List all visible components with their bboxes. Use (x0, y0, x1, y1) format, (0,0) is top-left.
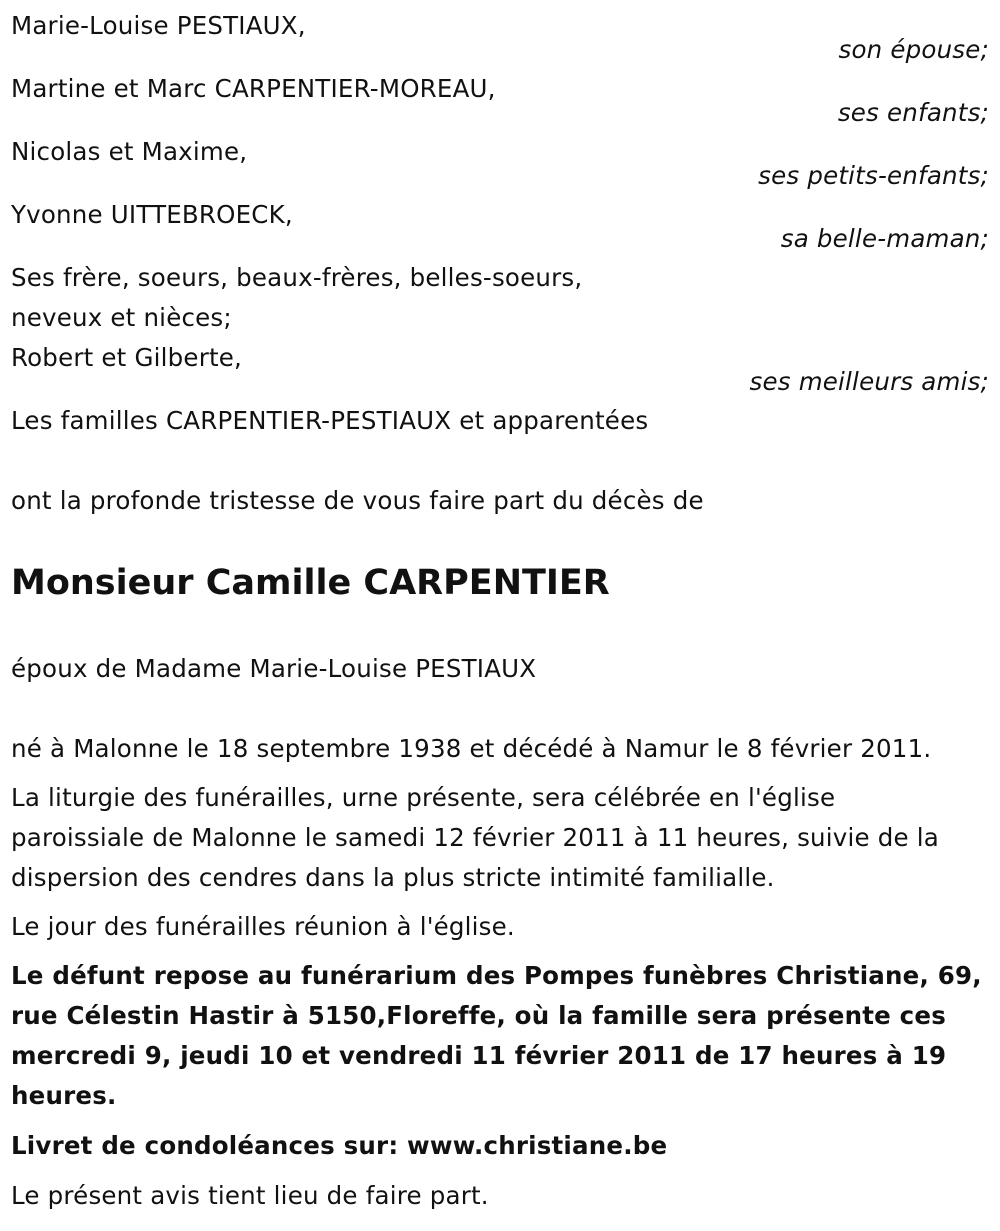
relation-friends: ses meilleurs amis; (749, 367, 989, 396)
family-line-children: Martine et Marc CARPENTIER-MOREAU, (11, 74, 496, 103)
family-line-mother-in-law: Yvonne UITTEBROECK, (11, 200, 293, 229)
family-line-friends: Robert et Gilberte, (11, 343, 243, 372)
relation-children: ses enfants; (837, 98, 989, 127)
family-line-nephews: neveux et nièces; (11, 303, 232, 332)
liturgy-line-1: La liturgie des funérailles, urne présente, sera célébrée en l'église (11, 783, 836, 812)
repose-line-2: rue Célestin Hastir à 5150,Floreffe, où la famille sera présente ces (11, 1001, 947, 1030)
repose-line-1: Le défunt repose au funérarium des Pompes funèbres Christiane, 69, (11, 961, 982, 990)
relation-grandchildren: ses petits-enfants; (758, 161, 989, 190)
repose-line-3: mercredi 9, jeudi 10 et vendredi 11 février 2011 de 17 heures à 19 (11, 1041, 947, 1070)
relation-mother-in-law: sa belle-maman; (780, 224, 989, 253)
family-line-spouse: Marie-Louise PESTIAUX, (11, 11, 306, 40)
notice-line: Le présent avis tient lieu de faire part. (11, 1181, 489, 1210)
spouse-line: époux de Madame Marie-Louise PESTIAUX (11, 654, 537, 683)
condolences-link-line: Livret de condoléances sur: www.christiane.be (11, 1131, 668, 1160)
birth-death-line: né à Malonne le 18 septembre 1938 et décédé à Namur le 8 février 2011. (11, 734, 932, 763)
reunion-line: Le jour des funérailles réunion à l'église. (11, 912, 515, 941)
liturgy-line-2: paroissiale de Malonne le samedi 12 février 2011 à 11 heures, suivie de la (11, 823, 939, 852)
liturgy-line-3: dispersion des cendres dans la plus stricte intimité familialle. (11, 863, 775, 892)
announcement-text: ont la profonde tristesse de vous faire part du décès de (11, 486, 704, 515)
family-line-siblings: Ses frère, soeurs, beaux-frères, belles-soeurs, (11, 263, 583, 292)
family-line-grandchildren: Nicolas et Maxime, (11, 137, 248, 166)
relation-spouse: son épouse; (838, 35, 989, 64)
family-line-families: Les familles CARPENTIER-PESTIAUX et apparentées (11, 406, 649, 435)
deceased-name: Monsieur Camille CARPENTIER (11, 563, 610, 603)
repose-line-4: heures. (11, 1081, 117, 1110)
